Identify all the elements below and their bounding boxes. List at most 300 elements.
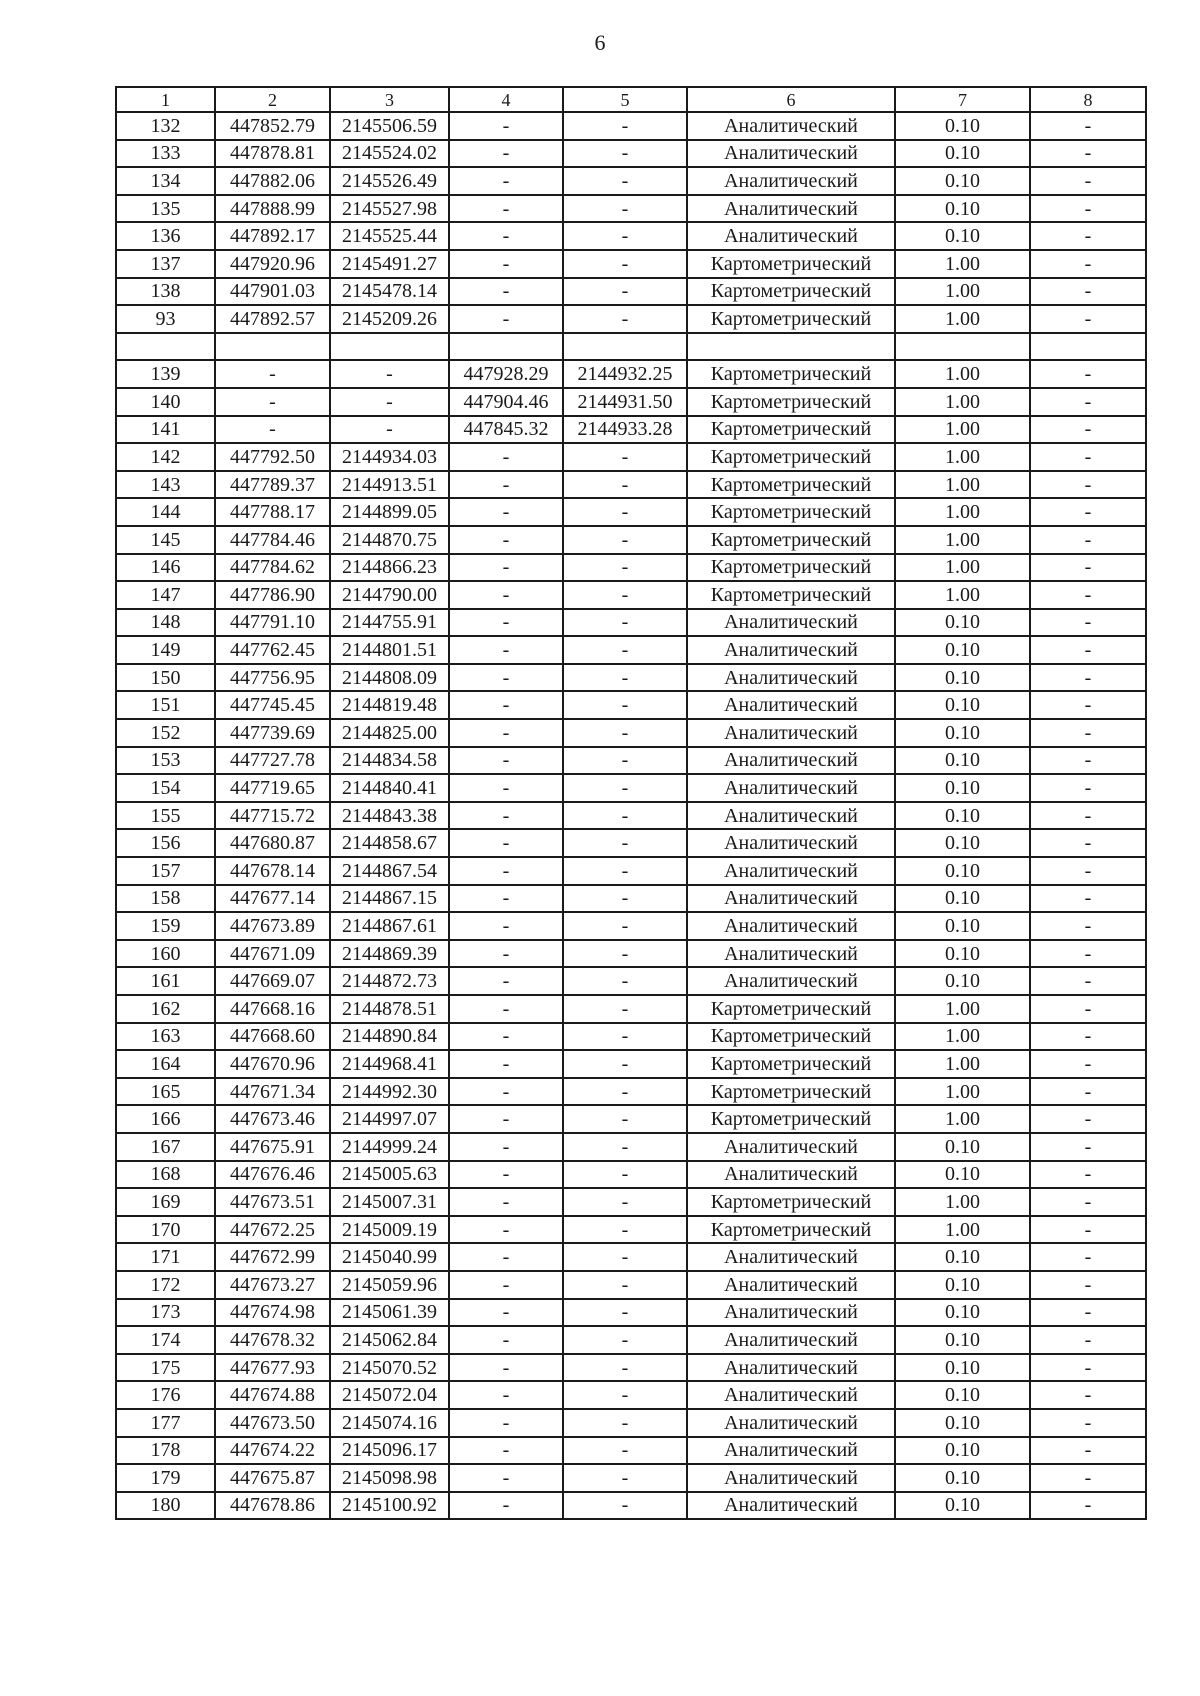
- table-cell: 0.10: [895, 664, 1030, 692]
- table-cell: 0.10: [895, 885, 1030, 913]
- table-cell: -: [449, 857, 563, 885]
- table-cell: Аналитический: [687, 940, 895, 968]
- table-cell: 0.10: [895, 609, 1030, 637]
- table-cell: -: [563, 554, 687, 582]
- table-cell: 2145074.16: [330, 1409, 449, 1437]
- table-cell: 447719.65: [215, 774, 330, 802]
- table-cell: Аналитический: [687, 636, 895, 664]
- table-row: [116, 1492, 1146, 1520]
- table-cell: 2144890.84: [330, 1023, 449, 1051]
- table-cell: 447678.14: [215, 857, 330, 885]
- table-cell: -: [1030, 912, 1146, 940]
- table-cell: 447674.98: [215, 1299, 330, 1327]
- table-cell: Аналитический: [687, 967, 895, 995]
- table-cell: -: [563, 167, 687, 195]
- table-cell: 447677.93: [215, 1354, 330, 1382]
- table-cell: Аналитический: [687, 774, 895, 802]
- table-cell: 447789.37: [215, 471, 330, 499]
- table-cell: Аналитический: [687, 1464, 895, 1492]
- table-cell: 180: [116, 1492, 215, 1520]
- table-cell: 2145100.92: [330, 1492, 449, 1520]
- table-cell: 163: [116, 1023, 215, 1051]
- table-cell: -: [563, 829, 687, 857]
- table-cell: -: [563, 1326, 687, 1354]
- table-cell: -: [1030, 609, 1146, 637]
- table-row: [116, 222, 1146, 250]
- table-cell: 2144968.41: [330, 1050, 449, 1078]
- table-cell: Аналитический: [687, 747, 895, 775]
- table-cell: 1.00: [895, 443, 1030, 471]
- table-row: [116, 691, 1146, 719]
- table-cell: 143: [116, 471, 215, 499]
- column-header: 6: [687, 87, 895, 112]
- table-cell: Картометрический: [687, 554, 895, 582]
- page-number: 6: [594, 30, 606, 55]
- table-cell: -: [1030, 1133, 1146, 1161]
- table-cell: 2145526.49: [330, 167, 449, 195]
- table-cell: Аналитический: [687, 664, 895, 692]
- table-cell: Картометрический: [687, 305, 895, 333]
- table-cell: 2145061.39: [330, 1299, 449, 1327]
- table-cell: 2145096.17: [330, 1437, 449, 1465]
- table-row: [116, 609, 1146, 637]
- table-cell: 162: [116, 995, 215, 1023]
- table-cell: -: [1030, 1105, 1146, 1133]
- table-cell: 447745.45: [215, 691, 330, 719]
- table-cell: 2145059.96: [330, 1271, 449, 1299]
- table-cell: -: [449, 1050, 563, 1078]
- table-cell: 2144843.38: [330, 802, 449, 830]
- table-cell: Аналитический: [687, 140, 895, 168]
- table-cell: 179: [116, 1464, 215, 1492]
- column-header: 5: [563, 87, 687, 112]
- table-cell: 165: [116, 1078, 215, 1106]
- table-cell: -: [563, 940, 687, 968]
- table-cell: Аналитический: [687, 1243, 895, 1271]
- table-cell: -: [1030, 802, 1146, 830]
- table-cell: [116, 333, 215, 361]
- table-cell: 1.00: [895, 1023, 1030, 1051]
- table-cell: 1.00: [895, 581, 1030, 609]
- table-cell: -: [1030, 471, 1146, 499]
- table-cell: Аналитический: [687, 1409, 895, 1437]
- table-cell: Аналитический: [687, 112, 895, 140]
- table-cell: 2144825.00: [330, 719, 449, 747]
- table-cell: 2144867.61: [330, 912, 449, 940]
- table-cell: -: [563, 250, 687, 278]
- table-cell: 158: [116, 885, 215, 913]
- table-cell: -: [449, 1216, 563, 1244]
- table-cell: Картометрический: [687, 1105, 895, 1133]
- table-cell: 2144870.75: [330, 526, 449, 554]
- table-row: [116, 1050, 1146, 1078]
- table-cell: 0.10: [895, 222, 1030, 250]
- table-cell: Аналитический: [687, 691, 895, 719]
- table-cell: 447676.46: [215, 1161, 330, 1189]
- table-cell: 2144992.30: [330, 1078, 449, 1106]
- table-cell: -: [1030, 1050, 1146, 1078]
- table-cell: 147: [116, 581, 215, 609]
- table-cell: 140: [116, 388, 215, 416]
- table-cell: Аналитический: [687, 1381, 895, 1409]
- table-row: [116, 1161, 1146, 1189]
- table-cell: -: [1030, 885, 1146, 913]
- table-cell: -: [563, 802, 687, 830]
- table-cell: 447672.99: [215, 1243, 330, 1271]
- table-cell: 0.10: [895, 829, 1030, 857]
- table-cell: 157: [116, 857, 215, 885]
- table-cell: 447680.87: [215, 829, 330, 857]
- table-row: [116, 416, 1146, 444]
- table-cell: -: [1030, 940, 1146, 968]
- table-cell: -: [563, 774, 687, 802]
- table-row: [116, 967, 1146, 995]
- table-cell: -: [1030, 443, 1146, 471]
- table-cell: -: [215, 416, 330, 444]
- table-cell: -: [563, 1354, 687, 1382]
- table-cell: 169: [116, 1188, 215, 1216]
- table-cell: 447673.27: [215, 1271, 330, 1299]
- table-cell: -: [1030, 829, 1146, 857]
- table-cell: -: [1030, 581, 1146, 609]
- table-cell: -: [449, 1243, 563, 1271]
- table-cell: 2145478.14: [330, 278, 449, 306]
- table-cell: 447756.95: [215, 664, 330, 692]
- table-cell: Картометрический: [687, 498, 895, 526]
- table-cell: -: [563, 719, 687, 747]
- table-cell: -: [1030, 167, 1146, 195]
- table-cell: -: [1030, 1023, 1146, 1051]
- table-row: [116, 1023, 1146, 1051]
- table-cell: -: [449, 609, 563, 637]
- table-cell: 447727.78: [215, 747, 330, 775]
- table-row: [116, 1188, 1146, 1216]
- table-cell: -: [563, 747, 687, 775]
- table-cell: 153: [116, 747, 215, 775]
- table-cell: 0.10: [895, 719, 1030, 747]
- table-cell: -: [449, 1078, 563, 1106]
- table-cell: 2145062.84: [330, 1326, 449, 1354]
- table-cell: 2145527.98: [330, 195, 449, 223]
- table-cell: -: [1030, 1409, 1146, 1437]
- table-cell: -: [563, 1464, 687, 1492]
- table-cell: 2144872.73: [330, 967, 449, 995]
- table-row: [116, 747, 1146, 775]
- table-cell: 0.10: [895, 112, 1030, 140]
- table-row: [116, 333, 1146, 361]
- table-cell: 447901.03: [215, 278, 330, 306]
- table-cell: 161: [116, 967, 215, 995]
- table-cell: 447762.45: [215, 636, 330, 664]
- table-cell: -: [449, 278, 563, 306]
- table-cell: -: [1030, 1299, 1146, 1327]
- table-cell: -: [563, 1161, 687, 1189]
- table-cell: Аналитический: [687, 1161, 895, 1189]
- table-cell: Аналитический: [687, 1492, 895, 1520]
- table-row: [116, 1133, 1146, 1161]
- table-cell: -: [449, 1161, 563, 1189]
- table-row: [116, 471, 1146, 499]
- table-cell: 142: [116, 443, 215, 471]
- table-cell: -: [449, 471, 563, 499]
- table-cell: 447670.96: [215, 1050, 330, 1078]
- column-header: 7: [895, 87, 1030, 112]
- table-row: [116, 278, 1146, 306]
- table-cell: 447678.86: [215, 1492, 330, 1520]
- table-cell: 2144931.50: [563, 388, 687, 416]
- table-cell: 1.00: [895, 250, 1030, 278]
- table-cell: -: [449, 1492, 563, 1520]
- table-cell: -: [215, 360, 330, 388]
- table-cell: 0.10: [895, 1243, 1030, 1271]
- table-cell: -: [1030, 250, 1146, 278]
- table-cell: 0.10: [895, 1381, 1030, 1409]
- table-cell: -: [563, 664, 687, 692]
- table-row: [116, 140, 1146, 168]
- table-cell: -: [449, 1105, 563, 1133]
- table-cell: -: [563, 1437, 687, 1465]
- table-cell: 447671.34: [215, 1078, 330, 1106]
- table-cell: 2145209.26: [330, 305, 449, 333]
- table-cell: -: [1030, 719, 1146, 747]
- table-cell: 0.10: [895, 1492, 1030, 1520]
- table-row: [116, 940, 1146, 968]
- table-cell: -: [1030, 995, 1146, 1023]
- table-cell: 447888.99: [215, 195, 330, 223]
- table-cell: -: [449, 581, 563, 609]
- table-cell: 447791.10: [215, 609, 330, 637]
- table-cell: -: [1030, 1464, 1146, 1492]
- table-cell: 0.10: [895, 167, 1030, 195]
- table-cell: 145: [116, 526, 215, 554]
- table-cell: 447878.81: [215, 140, 330, 168]
- coordinates-table: [115, 86, 1147, 1520]
- table-cell: Картометрический: [687, 250, 895, 278]
- table-row: [116, 636, 1146, 664]
- table-cell: 2144808.09: [330, 664, 449, 692]
- table-cell: -: [1030, 1243, 1146, 1271]
- table-cell: Аналитический: [687, 1354, 895, 1382]
- table-cell: [895, 333, 1030, 361]
- table-cell: Аналитический: [687, 222, 895, 250]
- table-cell: -: [1030, 416, 1146, 444]
- table-cell: Аналитический: [687, 885, 895, 913]
- table-cell: 2144858.67: [330, 829, 449, 857]
- table-cell: [330, 333, 449, 361]
- table-cell: -: [563, 222, 687, 250]
- table-cell: 447674.22: [215, 1437, 330, 1465]
- table-cell: 172: [116, 1271, 215, 1299]
- table-cell: -: [1030, 222, 1146, 250]
- table-cell: -: [563, 1243, 687, 1271]
- table-cell: 178: [116, 1437, 215, 1465]
- table-row: [116, 1381, 1146, 1409]
- table-cell: 93: [116, 305, 215, 333]
- table-cell: Картометрический: [687, 526, 895, 554]
- table-cell: 2145491.27: [330, 250, 449, 278]
- table-cell: Аналитический: [687, 829, 895, 857]
- table-cell: 0.10: [895, 691, 1030, 719]
- table-cell: -: [563, 1050, 687, 1078]
- table-cell: -: [1030, 691, 1146, 719]
- table-cell: -: [449, 1023, 563, 1051]
- table-cell: -: [449, 112, 563, 140]
- table-cell: 166: [116, 1105, 215, 1133]
- table-row: [116, 664, 1146, 692]
- table-cell: -: [1030, 1381, 1146, 1409]
- table-cell: 2144867.15: [330, 885, 449, 913]
- table-cell: 1.00: [895, 360, 1030, 388]
- table-cell: -: [1030, 636, 1146, 664]
- table-cell: 447673.46: [215, 1105, 330, 1133]
- table-cell: 164: [116, 1050, 215, 1078]
- table-cell: -: [449, 1188, 563, 1216]
- table-cell: -: [449, 885, 563, 913]
- table-cell: -: [1030, 1326, 1146, 1354]
- table-row: [116, 1354, 1146, 1382]
- table-cell: -: [563, 1216, 687, 1244]
- table-cell: 0.10: [895, 747, 1030, 775]
- table-cell: -: [449, 1326, 563, 1354]
- table-cell: -: [449, 1409, 563, 1437]
- table-row: [116, 1078, 1146, 1106]
- table-cell: -: [449, 995, 563, 1023]
- table-cell: 2144934.03: [330, 443, 449, 471]
- table-cell: 0.10: [895, 140, 1030, 168]
- table-cell: [449, 333, 563, 361]
- table-cell: -: [449, 747, 563, 775]
- table-cell: 174: [116, 1326, 215, 1354]
- table-cell: 447677.14: [215, 885, 330, 913]
- table-cell: -: [1030, 554, 1146, 582]
- table-cell: 447715.72: [215, 802, 330, 830]
- table-cell: -: [1030, 498, 1146, 526]
- table-cell: -: [1030, 857, 1146, 885]
- table-row: [116, 719, 1146, 747]
- table-cell: 2145040.99: [330, 1243, 449, 1271]
- table-cell: 151: [116, 691, 215, 719]
- table-cell: 133: [116, 140, 215, 168]
- table-cell: -: [449, 305, 563, 333]
- table-cell: 2145005.63: [330, 1161, 449, 1189]
- table-cell: 152: [116, 719, 215, 747]
- table-row: [116, 250, 1146, 278]
- table-cell: 0.10: [895, 1409, 1030, 1437]
- table-row: [116, 829, 1146, 857]
- table-cell: 447672.25: [215, 1216, 330, 1244]
- table-cell: 447852.79: [215, 112, 330, 140]
- table-cell: 150: [116, 664, 215, 692]
- table-cell: Картометрический: [687, 278, 895, 306]
- table-cell: 144: [116, 498, 215, 526]
- table-cell: -: [1030, 278, 1146, 306]
- table-cell: 447675.91: [215, 1133, 330, 1161]
- table-cell: 0.10: [895, 912, 1030, 940]
- table-cell: -: [449, 1437, 563, 1465]
- table-cell: -: [449, 912, 563, 940]
- table-row: [116, 305, 1146, 333]
- table-cell: [563, 333, 687, 361]
- column-header: 3: [330, 87, 449, 112]
- table-cell: 177: [116, 1409, 215, 1437]
- table-cell: Аналитический: [687, 609, 895, 637]
- table-cell: -: [449, 719, 563, 747]
- table-cell: 2145098.98: [330, 1464, 449, 1492]
- table-cell: 0.10: [895, 774, 1030, 802]
- table-row: [116, 1326, 1146, 1354]
- table-row: [116, 1105, 1146, 1133]
- table-cell: -: [449, 250, 563, 278]
- table-cell: -: [449, 1354, 563, 1382]
- table-cell: 2144866.23: [330, 554, 449, 582]
- table-cell: -: [449, 802, 563, 830]
- table-cell: 447845.32: [449, 416, 563, 444]
- column-header: 1: [116, 87, 215, 112]
- table-row: [116, 1409, 1146, 1437]
- table-cell: 2144932.25: [563, 360, 687, 388]
- table-cell: 149: [116, 636, 215, 664]
- table-cell: 1.00: [895, 1050, 1030, 1078]
- table-cell: -: [1030, 747, 1146, 775]
- table-cell: 447668.60: [215, 1023, 330, 1051]
- table-cell: 2145072.04: [330, 1381, 449, 1409]
- table-row: [116, 112, 1146, 140]
- table-cell: -: [449, 940, 563, 968]
- table-cell: -: [449, 140, 563, 168]
- table-cell: 141: [116, 416, 215, 444]
- table-cell: 2144878.51: [330, 995, 449, 1023]
- table-row: [116, 1243, 1146, 1271]
- table-cell: -: [563, 471, 687, 499]
- table-cell: -: [449, 498, 563, 526]
- table-cell: 2144801.51: [330, 636, 449, 664]
- table-cell: 447668.16: [215, 995, 330, 1023]
- table-cell: 168: [116, 1161, 215, 1189]
- table-cell: Картометрический: [687, 1188, 895, 1216]
- table-cell: 2145009.19: [330, 1216, 449, 1244]
- table-cell: -: [449, 774, 563, 802]
- table-cell: -: [449, 1381, 563, 1409]
- table-cell: 447892.17: [215, 222, 330, 250]
- table-cell: -: [1030, 1354, 1146, 1382]
- table-cell: -: [563, 912, 687, 940]
- table-cell: -: [449, 1133, 563, 1161]
- table-cell: 447673.50: [215, 1409, 330, 1437]
- table-cell: 2145070.52: [330, 1354, 449, 1382]
- table-cell: 134: [116, 167, 215, 195]
- table-cell: -: [449, 443, 563, 471]
- table-cell: 132: [116, 112, 215, 140]
- table-cell: -: [563, 691, 687, 719]
- table-cell: -: [1030, 1078, 1146, 1106]
- table-cell: -: [1030, 1492, 1146, 1520]
- table-cell: [1030, 333, 1146, 361]
- table-row: [116, 167, 1146, 195]
- table-cell: -: [1030, 526, 1146, 554]
- table-cell: -: [1030, 664, 1146, 692]
- table-cell: -: [563, 1023, 687, 1051]
- table-cell: Картометрический: [687, 471, 895, 499]
- table-cell: 137: [116, 250, 215, 278]
- table-cell: -: [1030, 195, 1146, 223]
- table-cell: -: [563, 967, 687, 995]
- table-cell: Картометрический: [687, 995, 895, 1023]
- table-cell: 1.00: [895, 416, 1030, 444]
- table-row: [116, 581, 1146, 609]
- table-cell: -: [449, 1299, 563, 1327]
- table-cell: 2145506.59: [330, 112, 449, 140]
- table-cell: -: [449, 664, 563, 692]
